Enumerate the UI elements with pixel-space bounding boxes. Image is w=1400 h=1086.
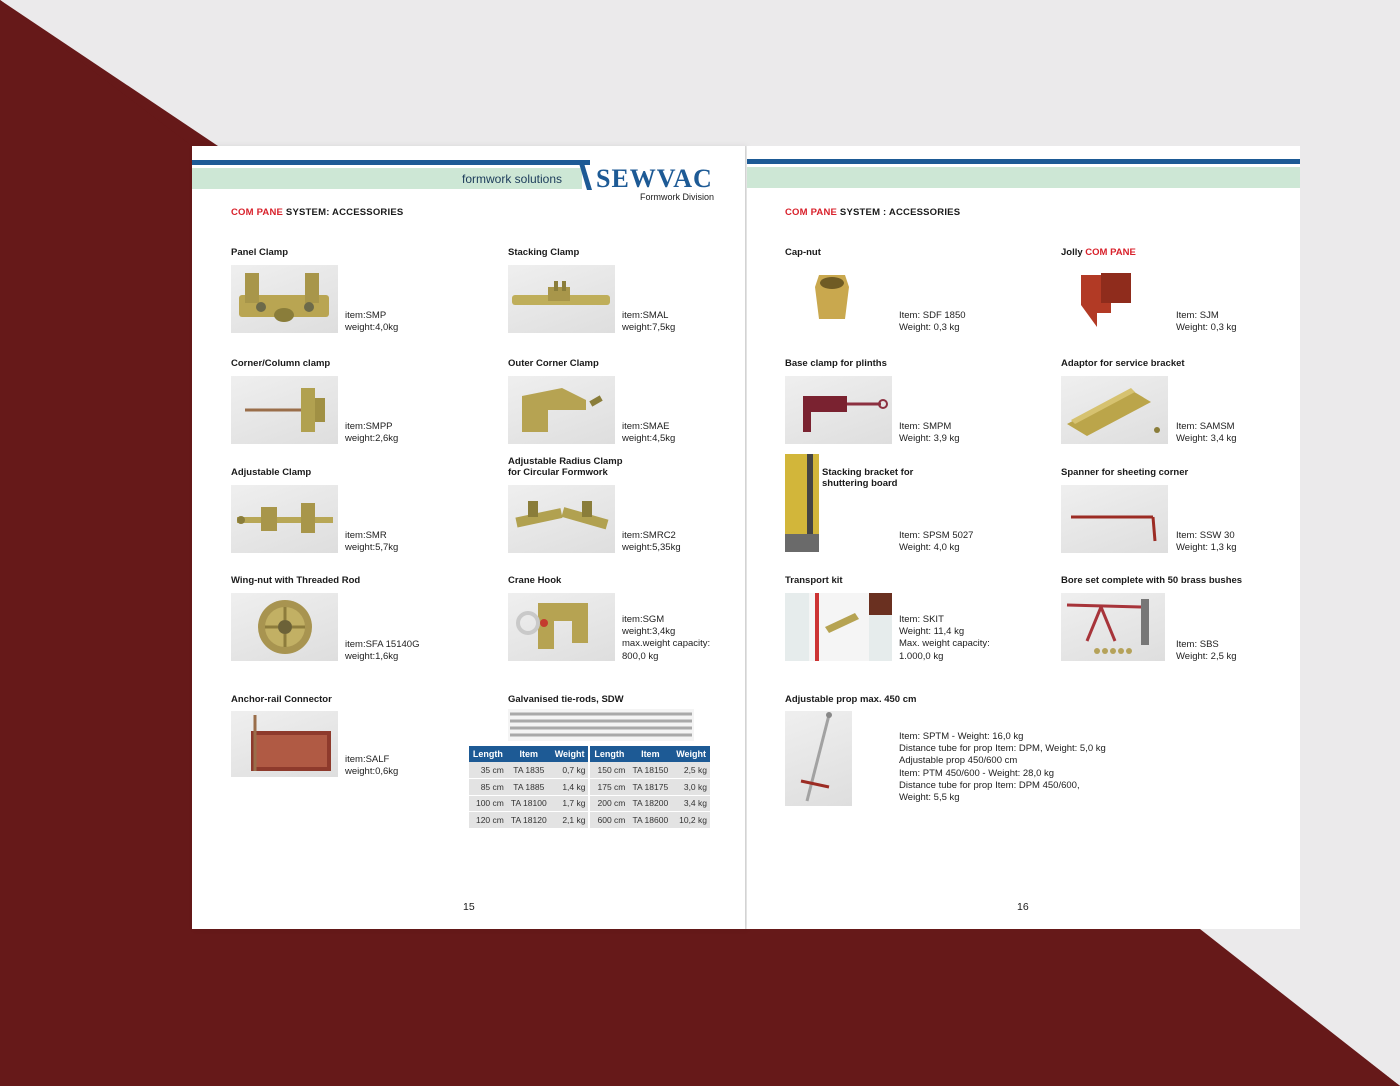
crane-hook-spec: item:SGM weight:3,4kg max.weight capacity: 800,0 kg (622, 614, 711, 662)
page-number: 15 (463, 901, 475, 913)
table-cell: 1,4 kg (551, 779, 590, 796)
base-clamp-spec: Item: SMPM Weight: 3,9 kg (899, 421, 960, 445)
tie-rod-table-header (469, 746, 710, 762)
anchor-rail-connector-photo (231, 711, 338, 777)
jolly-com-pane-photo (1061, 265, 1168, 333)
table-cell: 120 cm (469, 812, 507, 829)
col-weight: Weight (551, 746, 590, 762)
outer-corner-clamp-spec: item:SMAE weight:4,5kg (622, 421, 676, 445)
adjustable-clamp-photo (231, 485, 338, 553)
item-title-corner-column-clamp: Corner/Column clamp (231, 358, 331, 369)
table-cell: TA 18100 (507, 795, 551, 812)
table-cell: 100 cm (469, 795, 507, 812)
wing-nut-spec: item:SFA 15140G weight:1,6kg (345, 639, 420, 663)
header-tagline: formwork solutions (462, 172, 563, 186)
item-title-stacking-clamp: Stacking Clamp (508, 247, 580, 258)
item-title-adjustable-radius-clamp: Adjustable Radius Clamp for Circular Formwork (508, 456, 623, 478)
table-cell: 150 cm (589, 762, 628, 779)
section-title: COM PANE SYSTEM: ACCESSORIES (231, 207, 404, 218)
col-length: Length (469, 746, 507, 762)
adjustable-radius-clamp-spec: item:SMRC2 weight:5,35kg (622, 530, 681, 554)
wing-nut-photo (231, 593, 338, 661)
table-cell: TA 18150 (628, 762, 672, 779)
tie-rod-table (469, 746, 710, 829)
table-cell: 85 cm (469, 779, 507, 796)
col-weight: Weight (672, 746, 710, 762)
adaptor-service-bracket-photo (1061, 376, 1168, 444)
tie-rods-photo (508, 709, 694, 741)
cap-nut-spec: Item: SDF 1850 Weight: 0,3 kg (899, 310, 966, 334)
header-green-band (747, 167, 1300, 188)
section-title: COM PANE SYSTEM : ACCESSORIES (785, 207, 961, 218)
header-band-slant (578, 160, 592, 190)
table-cell: TA 18175 (628, 779, 672, 796)
table-cell: TA 1835 (507, 762, 551, 779)
item-title-adjustable-clamp: Adjustable Clamp (231, 467, 312, 478)
spanner-spec: Item: SSW 30 Weight: 1,3 kg (1176, 530, 1237, 554)
corner-column-clamp-photo (231, 376, 338, 444)
crane-hook-photo (508, 593, 615, 661)
item-title-jolly-com-pane: Jolly COM PANE (1061, 247, 1136, 258)
stacking-bracket-photo (785, 454, 819, 552)
table-cell: TA 18600 (628, 812, 672, 829)
item-title-cap-nut: Cap-nut (785, 247, 821, 258)
stacking-bracket-spec: Item: SPSM 5027 Weight: 4,0 kg (899, 530, 974, 554)
item-title-crane-hook: Crane Hook (508, 575, 562, 586)
brochure-page-16 (747, 146, 1300, 929)
jolly-com-pane-spec: Item: SJM Weight: 0,3 kg (1176, 310, 1237, 334)
header-blue-band (192, 160, 590, 165)
panel-clamp-spec: item:SMP weight:4,0kg (345, 310, 399, 334)
table-cell: 2,5 kg (672, 762, 710, 779)
adjustable-radius-clamp-photo (508, 485, 615, 553)
table-cell: 10,2 kg (672, 812, 710, 829)
base-clamp-photo (785, 376, 892, 444)
item-title-adjustable-prop: Adjustable prop max. 450 cm (785, 694, 917, 705)
page-number: 16 (1017, 901, 1029, 913)
stacking-clamp-photo (508, 265, 615, 333)
brand-subtitle: Formwork Division (640, 192, 715, 202)
brochure-page-15 (192, 146, 745, 929)
header-blue-band (747, 159, 1300, 164)
table-row (469, 762, 710, 779)
table-row (469, 795, 710, 812)
table-cell: TA 18200 (628, 795, 672, 812)
table-cell: 600 cm (589, 812, 628, 829)
table-cell: TA 18120 (507, 812, 551, 829)
item-title-bore-set: Bore set complete with 50 brass bushes (1061, 575, 1243, 586)
table-row (469, 812, 710, 829)
adaptor-service-bracket-spec: Item: SAMSM Weight: 3,4 kg (1176, 421, 1237, 445)
item-title-panel-clamp: Panel Clamp (231, 247, 289, 258)
spanner-photo (1061, 485, 1168, 553)
bore-set-photo (1061, 593, 1165, 661)
item-title-anchor-rail-connector: Anchor-rail Connector (231, 694, 332, 705)
item-title-spanner: Spanner for sheeting corner (1061, 467, 1189, 478)
table-cell: TA 1885 (507, 779, 551, 796)
col-length: Length (589, 746, 628, 762)
adjustable-clamp-spec: item:SMR weight:5,7kg (345, 530, 399, 554)
corner-column-clamp-spec: item:SMPP weight:2,6kg (345, 421, 399, 445)
brand-logo: SEWVAC (596, 164, 713, 193)
cap-nut-photo (785, 265, 892, 333)
table-cell: 2,1 kg (551, 812, 590, 829)
table-cell: 200 cm (589, 795, 628, 812)
adjustable-prop-spec: Item: SPTM - Weight: 16,0 kg Distance tube for prop Item: DPM, Weight: 5,0 kg Adjustable prop 450/600 cm Item: PTM 450/600 - Weight: 28,0 kg Distance tube for prop Item: DPM 450/600, Weight: 5,5 kg (899, 731, 1106, 804)
item-title-wing-nut: Wing-nut with Threaded Rod (231, 575, 361, 586)
anchor-rail-connector-spec: item:SALF weight:0,6kg (345, 754, 399, 778)
col-item: Item (507, 746, 551, 762)
table-cell: 3,0 kg (672, 779, 710, 796)
table-cell: 35 cm (469, 762, 507, 779)
table-cell: 3,4 kg (672, 795, 710, 812)
item-title-outer-corner-clamp: Outer Corner Clamp (508, 358, 599, 369)
item-title-adaptor-service-bracket: Adaptor for service bracket (1061, 358, 1185, 369)
transport-kit-photo (785, 593, 892, 661)
item-title-galvanised-tie-rods: Galvanised tie-rods, SDW (508, 694, 624, 705)
table-cell: 0,7 kg (551, 762, 590, 779)
stacking-clamp-spec: item:SMAL weight:7,5kg (622, 310, 676, 334)
table-cell: 175 cm (589, 779, 628, 796)
item-title-transport-kit: Transport kit (785, 575, 843, 586)
item-title-stacking-bracket: Stacking bracket for shuttering board (822, 467, 914, 489)
panel-clamp-photo (231, 265, 338, 333)
table-row (469, 779, 710, 796)
item-title-base-clamp: Base clamp for plinths (785, 358, 887, 369)
adjustable-prop-photo (785, 711, 852, 806)
table-cell: 1,7 kg (551, 795, 590, 812)
col-item: Item (628, 746, 672, 762)
transport-kit-spec: Item: SKIT Weight: 11,4 kg Max. weight capacity: 1.000,0 kg (899, 614, 990, 662)
outer-corner-clamp-photo (508, 376, 615, 444)
bore-set-spec: Item: SBS Weight: 2,5 kg (1176, 639, 1237, 663)
